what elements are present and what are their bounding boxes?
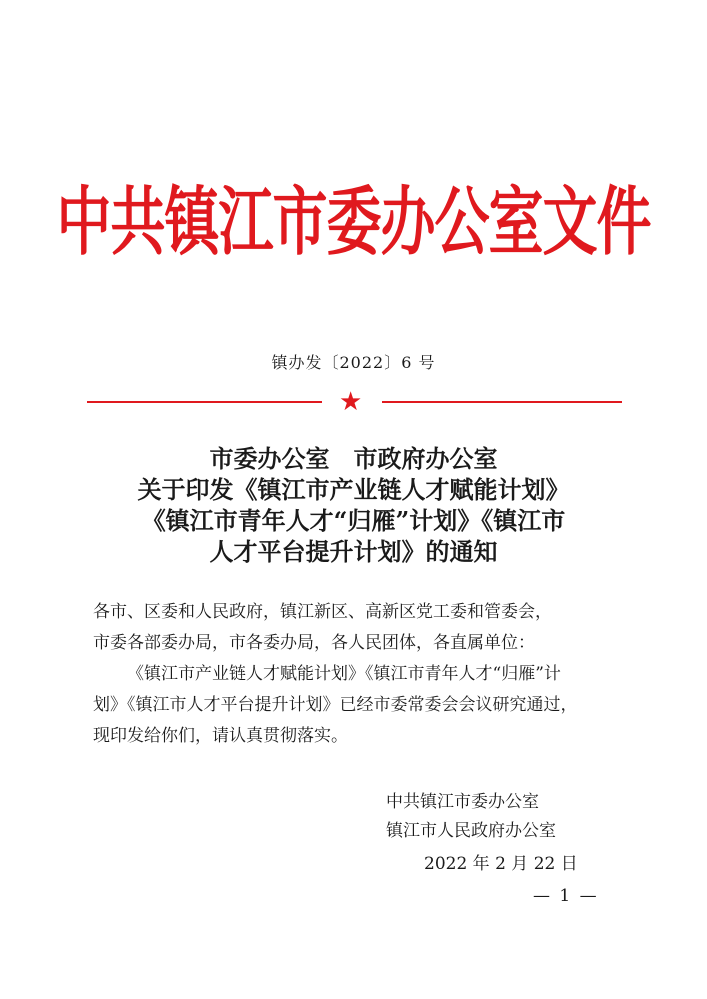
body-line: 划》《镇江市人才平台提升计划》已经市委常委会会议研究通过， [93, 695, 578, 715]
notice-title [0, 443, 707, 567]
signature-date: 2022 年 2 月 22 日 [424, 854, 578, 874]
star-icon: ★ [339, 387, 363, 417]
notice-body [93, 597, 613, 752]
title-line: 关于印发《镇江市产业链人才赋能计划》 [137, 475, 570, 504]
divider-line-left [87, 401, 322, 403]
signature-org-government: 镇江市人民政府办公室 [386, 821, 556, 841]
body-line: 现印发给你们，请认真贯彻落实。 [93, 726, 348, 746]
title-line: 市委办公室 市政府办公室 [209, 444, 498, 473]
addressee-line: 市委各部委办局，市各委办局，各人民团体，各直属单位： [93, 633, 535, 653]
title-line: 《镇江市青年人才“归雁”计划》《镇江市 [141, 506, 566, 535]
signature-org-party: 中共镇江市委办公室 [386, 792, 539, 812]
divider-line-right [382, 401, 622, 403]
addressee-line: 各市、区委和人民政府，镇江新区、高新区党工委和管委会， [93, 602, 552, 622]
masthead-title: 中共镇江市委办公室文件 [56, 177, 651, 266]
body-line: 《镇江市产业链人才赋能计划》《镇江市青年人才“归雁”计 [127, 664, 561, 684]
document-number: 镇办发〔2022〕6 号 [271, 353, 436, 372]
page-number: — 1 — [533, 886, 599, 906]
title-line: 人才平台提升计划》的通知 [209, 537, 498, 566]
red-divider [0, 387, 707, 417]
